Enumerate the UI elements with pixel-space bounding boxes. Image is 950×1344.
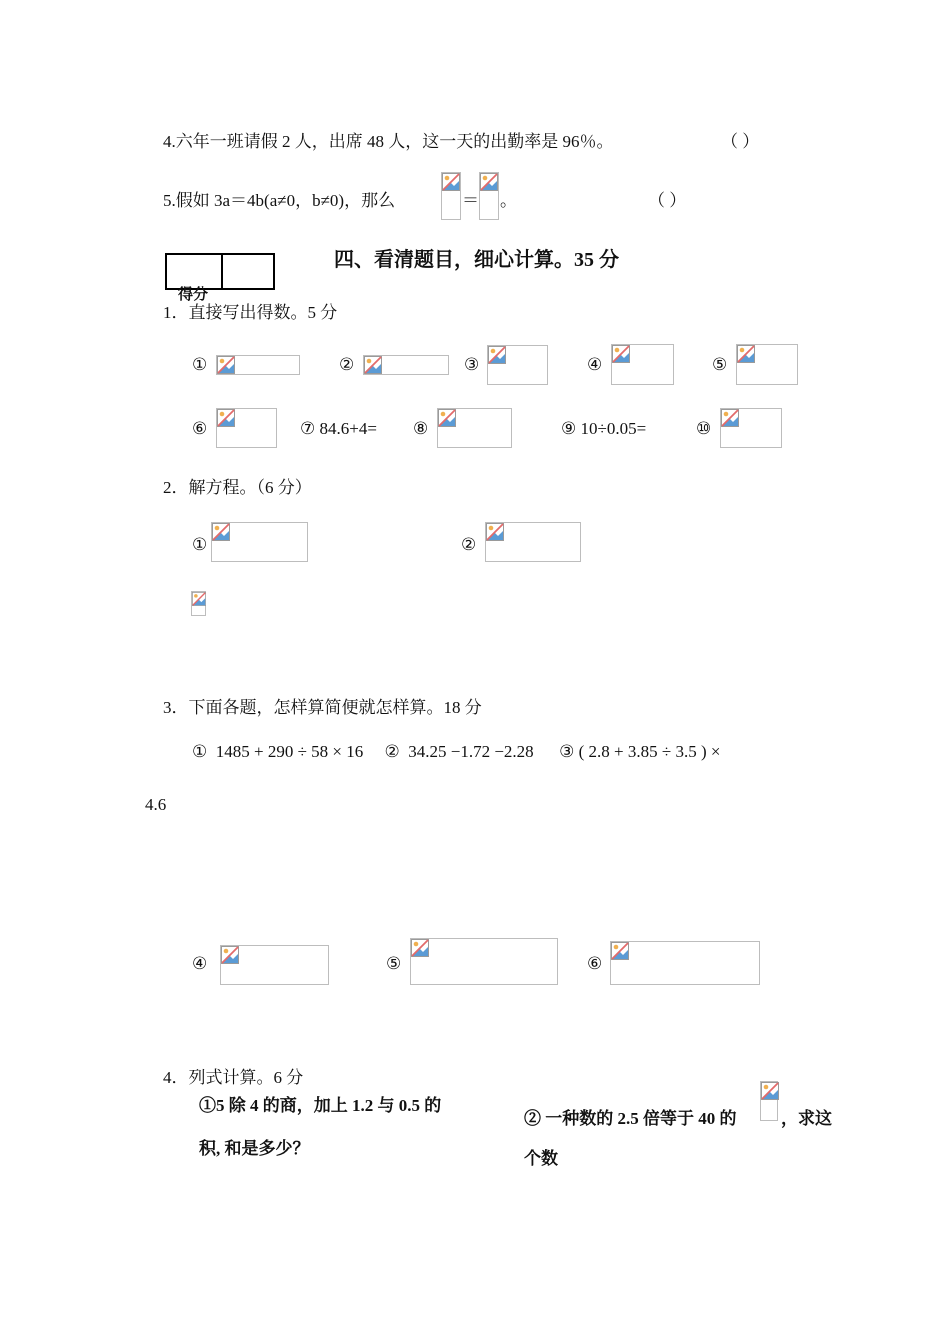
item-3-image: [487, 345, 548, 385]
part-3-heading: 3．下面各题，怎样算简便就怎样算。18 分: [163, 698, 482, 717]
broken-image-icon: [721, 409, 739, 427]
word-problem-2-fraction-image: [760, 1081, 778, 1121]
broken-image-icon: [612, 345, 630, 363]
question-5-equals: ＝: [462, 191, 479, 210]
answer-paren-5[interactable]: （ ）: [648, 191, 687, 210]
item-1-number: ①: [192, 355, 208, 374]
item-1-image: [216, 355, 300, 375]
item-8-image: [437, 408, 512, 448]
simplify-line-1: ① 1485 + 290 ÷ 58 × 16 ② 34.25 −1.72 −2.28 ③ ( 2.8 + 3.85 ÷ 3.5 ) ×: [192, 742, 721, 761]
broken-image-icon: [217, 409, 235, 427]
item-5-image: [736, 344, 798, 385]
item-8-number: ⑧: [413, 419, 429, 438]
part-4-heading: 4．列式计算。6 分: [163, 1068, 304, 1087]
score-box-right: [221, 253, 275, 290]
broken-image-icon: [480, 173, 498, 191]
item-10-number: ⑩: [696, 419, 712, 438]
broken-image-icon: [438, 409, 456, 427]
item-10-image: [720, 408, 782, 448]
broken-image-icon: [192, 592, 206, 606]
item-3-number: ③: [464, 355, 480, 374]
part-1-heading: 1．直接写出得数。5 分: [163, 303, 338, 322]
word-problem-2-clip: [520, 1140, 640, 1168]
question-4: 4.六年一班请假 2 人，出席 48 人，这一天的出勤率是 96％。: [163, 132, 614, 151]
broken-image-icon: [611, 942, 629, 960]
simplify-4-image: [220, 945, 329, 985]
word-problem-2-line-1-end: ，求这: [781, 1109, 832, 1128]
broken-image-icon: [364, 356, 382, 374]
item-9: ⑨ 10÷0.05=: [561, 419, 647, 438]
item-2-image: [363, 355, 449, 375]
broken-image-icon: [488, 346, 506, 364]
question-5-prefix: 5.假如 3a＝4b(a≠0，b≠0)，那么: [163, 191, 396, 210]
simplify-5-image: [410, 938, 558, 985]
word-problem-1-line-1: ①5 除 4 的商，加上 1.2 与 0.5 的: [199, 1096, 442, 1115]
word-problem-1-line-2: 积, 和是多少？: [199, 1139, 310, 1158]
broken-image-icon: [217, 356, 235, 374]
broken-image-icon: [737, 345, 755, 363]
broken-image-icon: [221, 946, 239, 964]
broken-image-icon: [442, 173, 460, 191]
item-4-image: [611, 344, 674, 385]
item-2-number: ②: [339, 355, 355, 374]
answer-paren-4[interactable]: （ ）: [721, 132, 760, 151]
broken-image-icon: [486, 523, 504, 541]
simplify-6-image: [610, 941, 760, 985]
item-6-image: [216, 408, 277, 448]
simplify-4-number: ④: [192, 954, 208, 973]
item-5-number: ⑤: [712, 355, 728, 374]
equation-1-number: ①: [192, 535, 208, 554]
item-7: ⑦ 84.6+4=: [300, 419, 377, 438]
fraction-image-result: [479, 172, 499, 220]
simplify-5-number: ⑤: [386, 954, 402, 973]
section-4-title: 四、看清题目，细心计算。35 分: [334, 249, 619, 271]
fraction-image-a-over-b: [441, 172, 461, 220]
item-6-number: ⑥: [192, 419, 208, 438]
word-problem-2-line-2: 个数: [524, 1149, 558, 1168]
simplify-line-wrap: 4.6: [145, 795, 167, 814]
word-problem-2-line-1: ② 一种数的 2.5 倍等于 40 的: [524, 1109, 737, 1128]
simplify-6-number: ⑥: [587, 954, 603, 973]
broken-image-icon: [761, 1082, 779, 1100]
equation-2-number: ②: [461, 535, 477, 554]
equation-2-image: [485, 522, 581, 562]
broken-image-icon: [212, 523, 230, 541]
item-4-number: ④: [587, 355, 603, 374]
equation-3-image: [191, 591, 206, 616]
score-label: 得分: [178, 287, 209, 303]
part-2-heading: 2．解方程。（6 分）: [163, 478, 312, 497]
question-5-suffix: 。: [500, 191, 517, 210]
broken-image-icon: [411, 939, 429, 957]
equation-1-image: [211, 522, 308, 562]
